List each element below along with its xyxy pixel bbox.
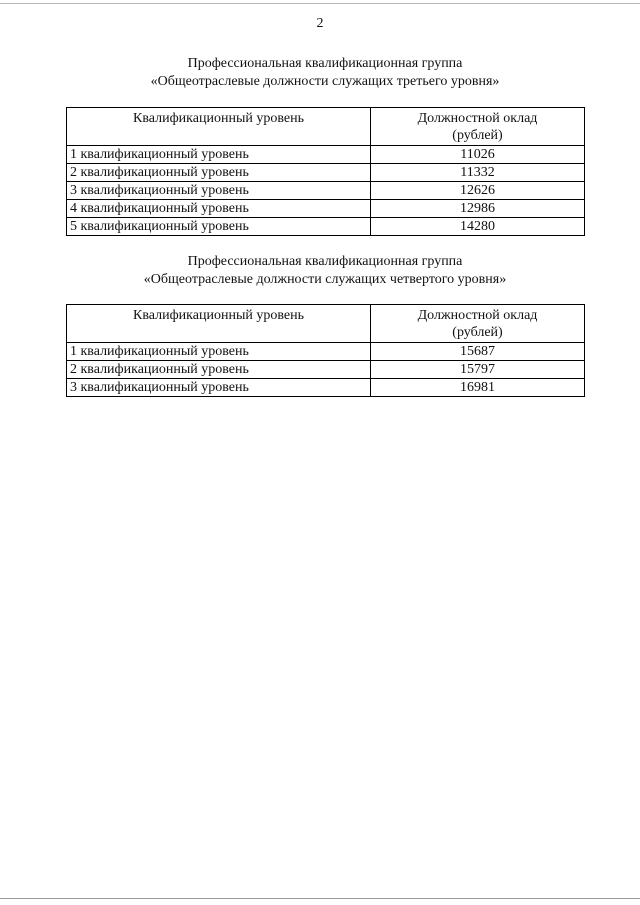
salary-cell: 12986 <box>371 200 585 218</box>
scan-artifact-bottom <box>0 898 640 899</box>
scan-artifact-top <box>0 3 640 4</box>
column-header-level: Квалификационный уровень <box>67 108 371 146</box>
group-heading-2 <box>66 253 584 289</box>
salary-table-2 <box>66 304 585 397</box>
column-header-salary-line1: Должностной оклад <box>417 111 538 126</box>
column-header-salary-line1: Должностной оклад <box>417 308 538 323</box>
group-heading-line-1: Профессиональная квалификационная группа <box>187 56 463 71</box>
level-cell: 3 квалификационный уровень <box>67 182 371 200</box>
table-row <box>67 182 585 200</box>
level-cell: 3 квалификационный уровень <box>67 379 371 397</box>
column-header-salary <box>371 305 585 343</box>
level-cell: 1 квалификационный уровень <box>67 343 371 361</box>
salary-cell: 11026 <box>371 146 585 164</box>
column-header-salary-line2: (рублей) <box>452 325 503 340</box>
level-cell: 5 квалификационный уровень <box>67 218 371 236</box>
page-number: 2 <box>316 16 324 31</box>
group-heading-1 <box>66 55 584 91</box>
salary-cell: 15797 <box>371 361 585 379</box>
column-header-level: Квалификационный уровень <box>67 305 371 343</box>
table-row <box>67 146 585 164</box>
salary-cell: 11332 <box>371 164 585 182</box>
table-header-row <box>67 305 585 343</box>
level-cell: 2 квалификационный уровень <box>67 361 371 379</box>
table-header-row <box>67 108 585 146</box>
column-header-salary-line2: (рублей) <box>452 128 503 143</box>
table-row <box>67 164 585 182</box>
table-row <box>67 218 585 236</box>
level-cell: 1 квалификационный уровень <box>67 146 371 164</box>
salary-table-1 <box>66 107 585 236</box>
group-heading-line-1: Профессиональная квалификационная группа <box>187 254 463 269</box>
column-header-salary <box>371 108 585 146</box>
table-row <box>67 343 585 361</box>
table-row <box>67 361 585 379</box>
level-cell: 2 квалификационный уровень <box>67 164 371 182</box>
salary-cell: 14280 <box>371 218 585 236</box>
table-row <box>67 200 585 218</box>
group-heading-line-2: «Общеотраслевые должности служащих четвертого уровня» <box>143 272 507 287</box>
salary-cell: 15687 <box>371 343 585 361</box>
salary-cell: 12626 <box>371 182 585 200</box>
salary-cell: 16981 <box>371 379 585 397</box>
table-row <box>67 379 585 397</box>
level-cell: 4 квалификационный уровень <box>67 200 371 218</box>
group-heading-line-2: «Общеотраслевые должности служащих третьего уровня» <box>150 74 500 89</box>
